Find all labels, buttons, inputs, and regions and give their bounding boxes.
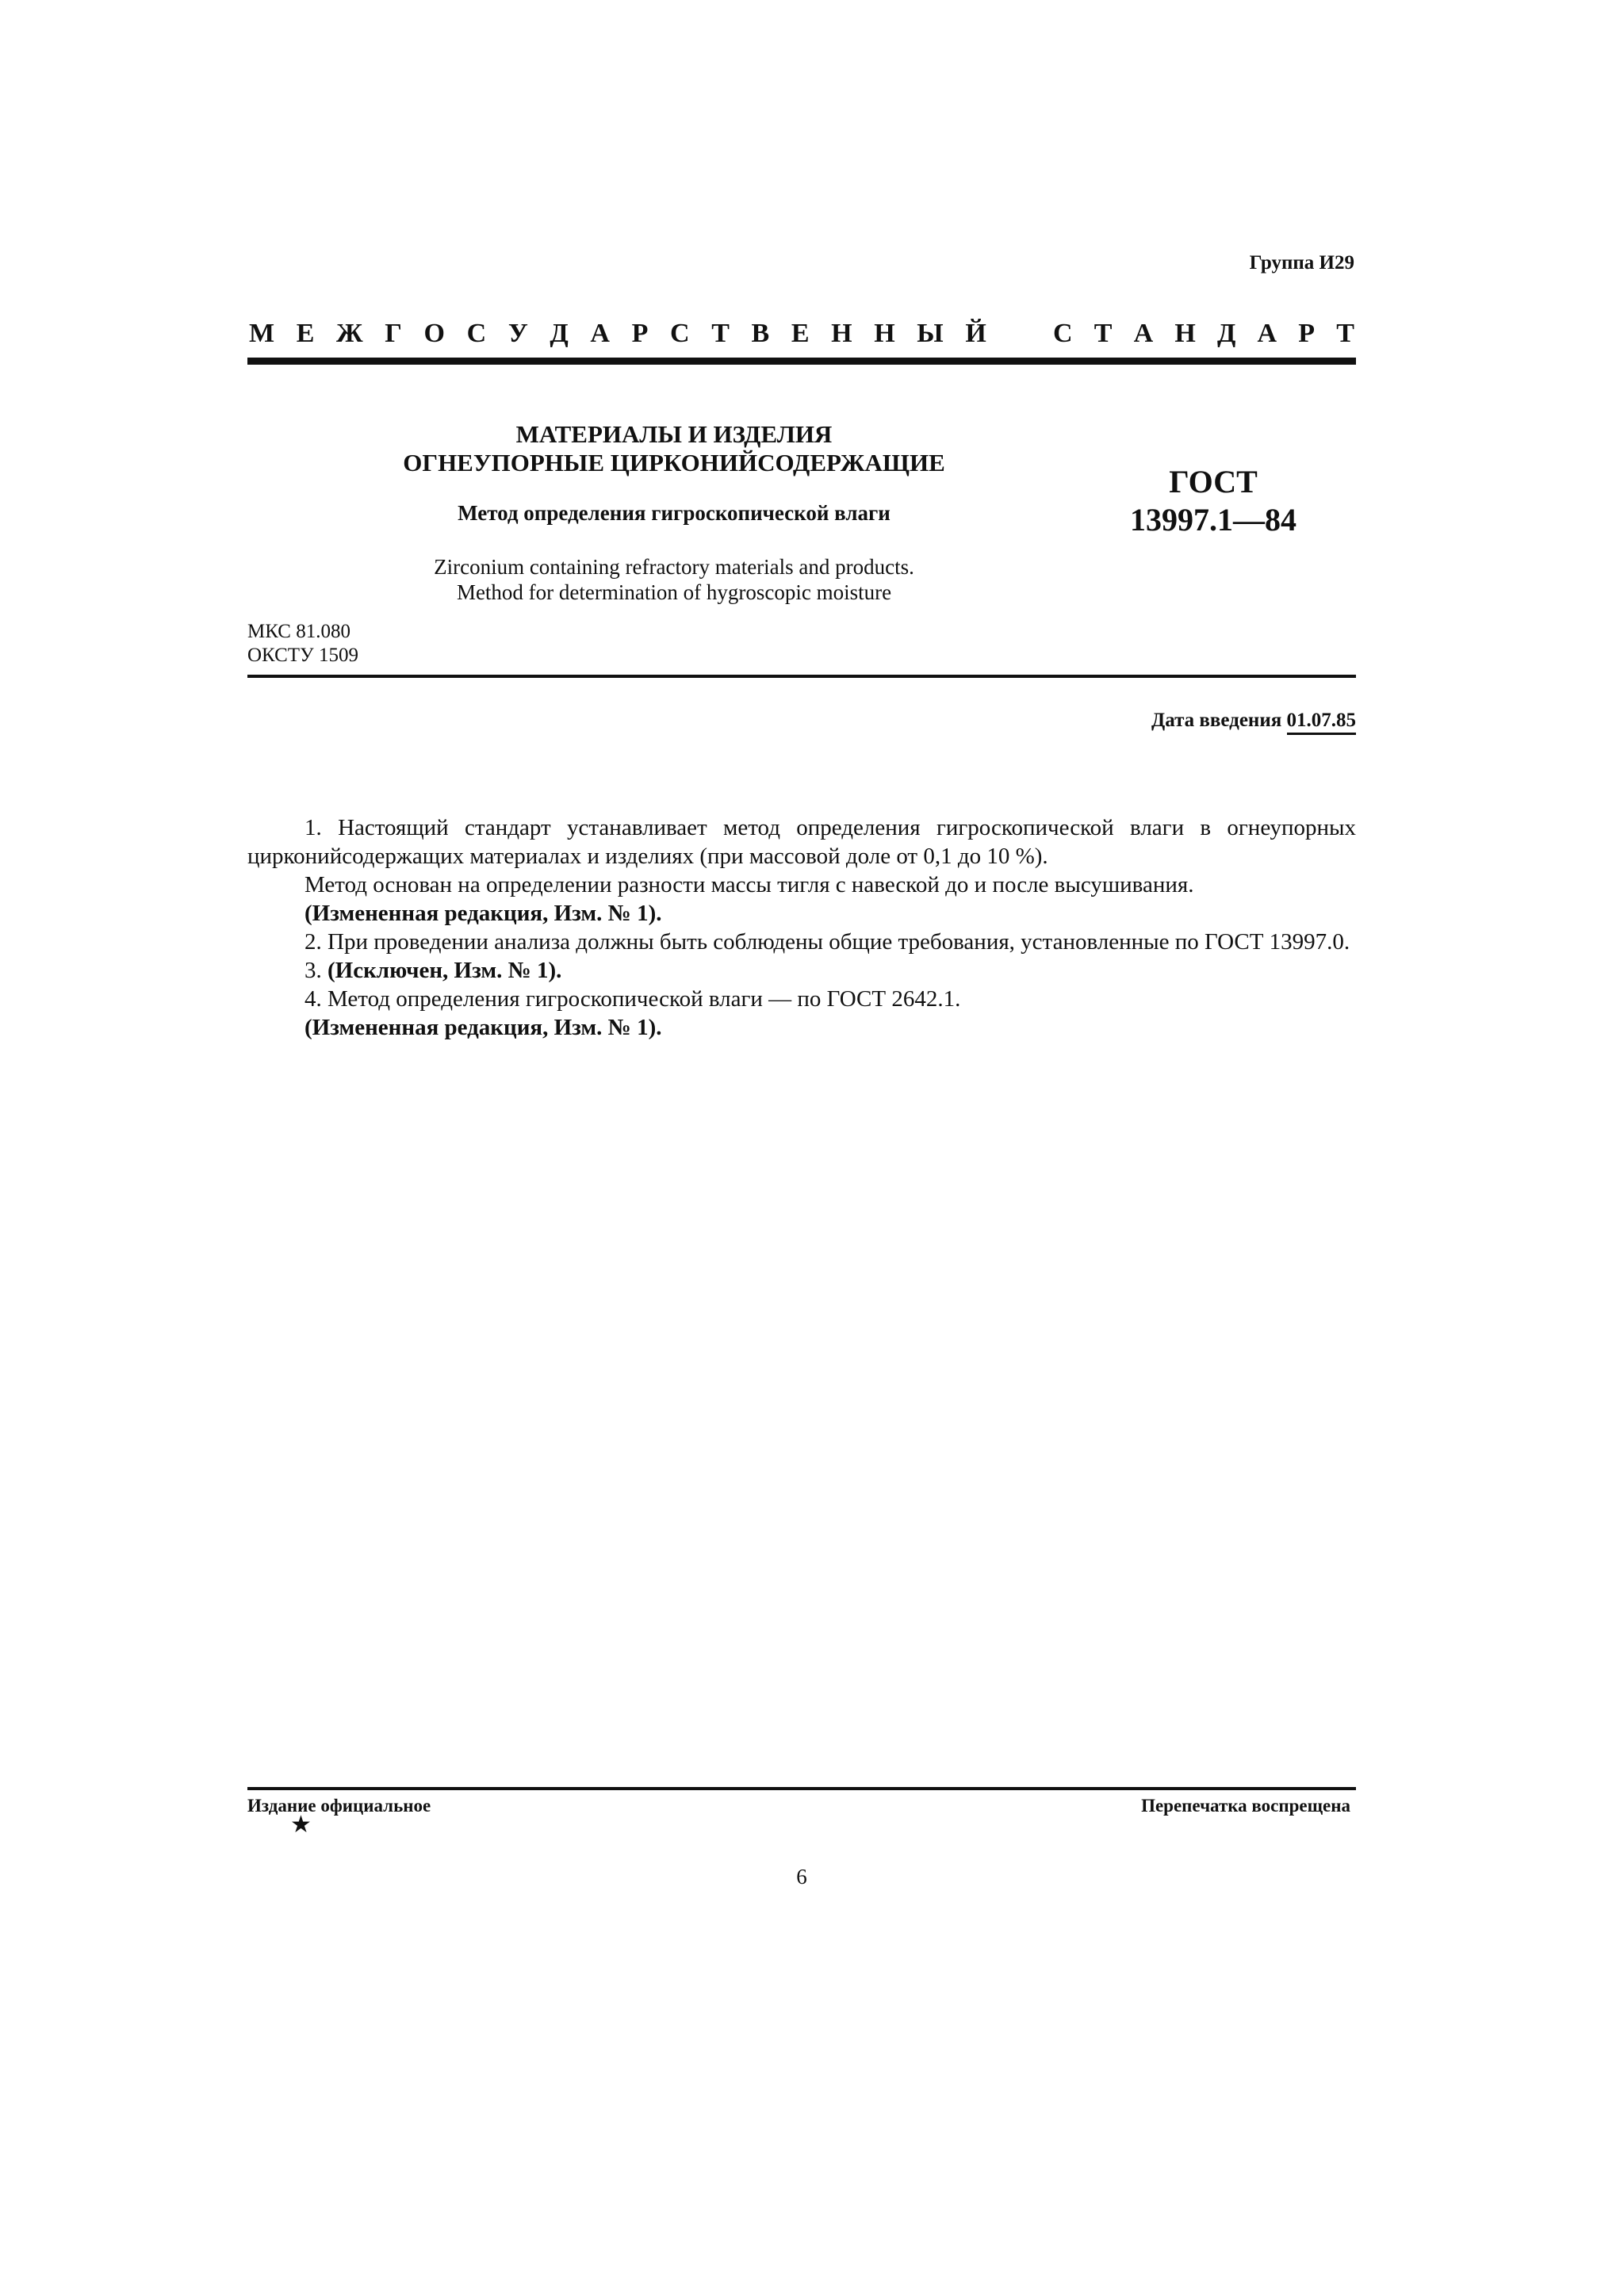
heading-letter: О bbox=[423, 319, 445, 348]
paragraph-3 bbox=[247, 956, 1356, 985]
paragraph-2: 2. При проведении анализа должны быть соблюдены общие требования, установленные по ГОСТ 13997.0. bbox=[304, 929, 1350, 955]
heading-letter: Е bbox=[296, 319, 315, 348]
title-line-1: МАТЕРИАЛЫ И ИЗДЕЛИЯ bbox=[515, 420, 833, 448]
amendment-note-1: (Измененная редакция, Изм. № 1). bbox=[304, 901, 662, 926]
heading-letter: Р bbox=[631, 319, 649, 348]
english-title bbox=[317, 554, 1031, 605]
heading-letter: Е bbox=[791, 319, 810, 348]
star-icon: ★ bbox=[290, 1812, 312, 1838]
heading-letter: Й bbox=[965, 319, 986, 348]
intro-date-label: Дата введения bbox=[1151, 710, 1282, 731]
page-number: 6 bbox=[796, 1865, 807, 1888]
standard-type-heading bbox=[249, 319, 1354, 349]
paragraph-1: 1. Настоящий стандарт устанавливает метод определения гигроскопической влаги в огнеупорных цирконийсодержащих материалах и изделиях (при массовой доле от 0,1 до 10 %). bbox=[247, 815, 1356, 869]
heading-letter: Р bbox=[1298, 319, 1316, 348]
document-body bbox=[247, 813, 1356, 1042]
okstu-code: ОКСТУ 1509 bbox=[247, 645, 359, 666]
title-rule bbox=[247, 675, 1356, 678]
heading-letter: Т bbox=[1336, 319, 1354, 348]
paragraph-3-note: (Исключен, Изм. № 1). bbox=[327, 958, 562, 983]
heading-letter: В bbox=[751, 319, 770, 348]
title-line-2: ОГНЕУПОРНЫЕ ЦИРКОНИЙСОДЕРЖАЩИЕ bbox=[403, 449, 945, 476]
method-subtitle: Метод определения гигроскопической влаги bbox=[458, 501, 891, 525]
paragraph-method-basis: Метод основан на определении разности массы тигля с навеской до и после высушивания. bbox=[304, 872, 1194, 897]
english-title-line-1: Zirconium containing refractory materials and products. bbox=[434, 555, 914, 579]
amendment-note-2: (Измененная редакция, Изм. № 1). bbox=[304, 1015, 662, 1040]
heading-letter: С bbox=[466, 319, 487, 348]
paragraph-3-number: 3. bbox=[304, 958, 322, 983]
heading-letter: А bbox=[590, 319, 610, 348]
heading-letter: Н bbox=[831, 319, 852, 348]
heading-letter: Д bbox=[550, 319, 569, 348]
footer-rule bbox=[247, 1787, 1356, 1790]
heading-letter: С bbox=[670, 319, 690, 348]
heading-letter: А bbox=[1257, 319, 1277, 348]
gost-label: ГОСТ bbox=[1169, 464, 1258, 499]
heading-letter: Г bbox=[385, 319, 402, 348]
paragraph-4: 4. Метод определения гигроскопической влаги — по ГОСТ 2642.1. bbox=[304, 986, 961, 1012]
title-block bbox=[317, 420, 1031, 605]
standard-word-interstate bbox=[249, 319, 986, 349]
heading-letter: У bbox=[508, 319, 528, 348]
reprint-prohibited-label: Перепечатка воспрещена bbox=[1141, 1796, 1350, 1816]
gost-designation bbox=[1102, 463, 1324, 539]
heading-letter: Т bbox=[1094, 319, 1113, 348]
group-label: Группа И29 bbox=[1249, 252, 1354, 274]
heading-letter: А bbox=[1133, 319, 1154, 348]
classifier-codes bbox=[247, 620, 358, 668]
heading-letter: Т bbox=[711, 319, 730, 348]
heading-letter: Ж bbox=[336, 319, 363, 348]
english-title-line-2: Method for determination of hygroscopic moisture bbox=[456, 580, 892, 604]
heading-letter: С bbox=[1053, 319, 1073, 348]
gost-number: 13997.1—84 bbox=[1130, 502, 1297, 538]
official-edition-label: Издание официальное bbox=[247, 1796, 431, 1816]
mks-code: МКС 81.080 bbox=[247, 621, 350, 642]
header-rule bbox=[247, 358, 1356, 365]
heading-letter: Н bbox=[874, 319, 895, 348]
introduction-date bbox=[1151, 710, 1356, 732]
intro-date-value: 01.07.85 bbox=[1287, 710, 1357, 735]
heading-letter: Н bbox=[1174, 319, 1196, 348]
standard-word-standard bbox=[1053, 319, 1354, 349]
heading-letter: Д bbox=[1216, 319, 1236, 348]
heading-letter: М bbox=[249, 319, 275, 348]
heading-letter: Ы bbox=[917, 319, 944, 348]
